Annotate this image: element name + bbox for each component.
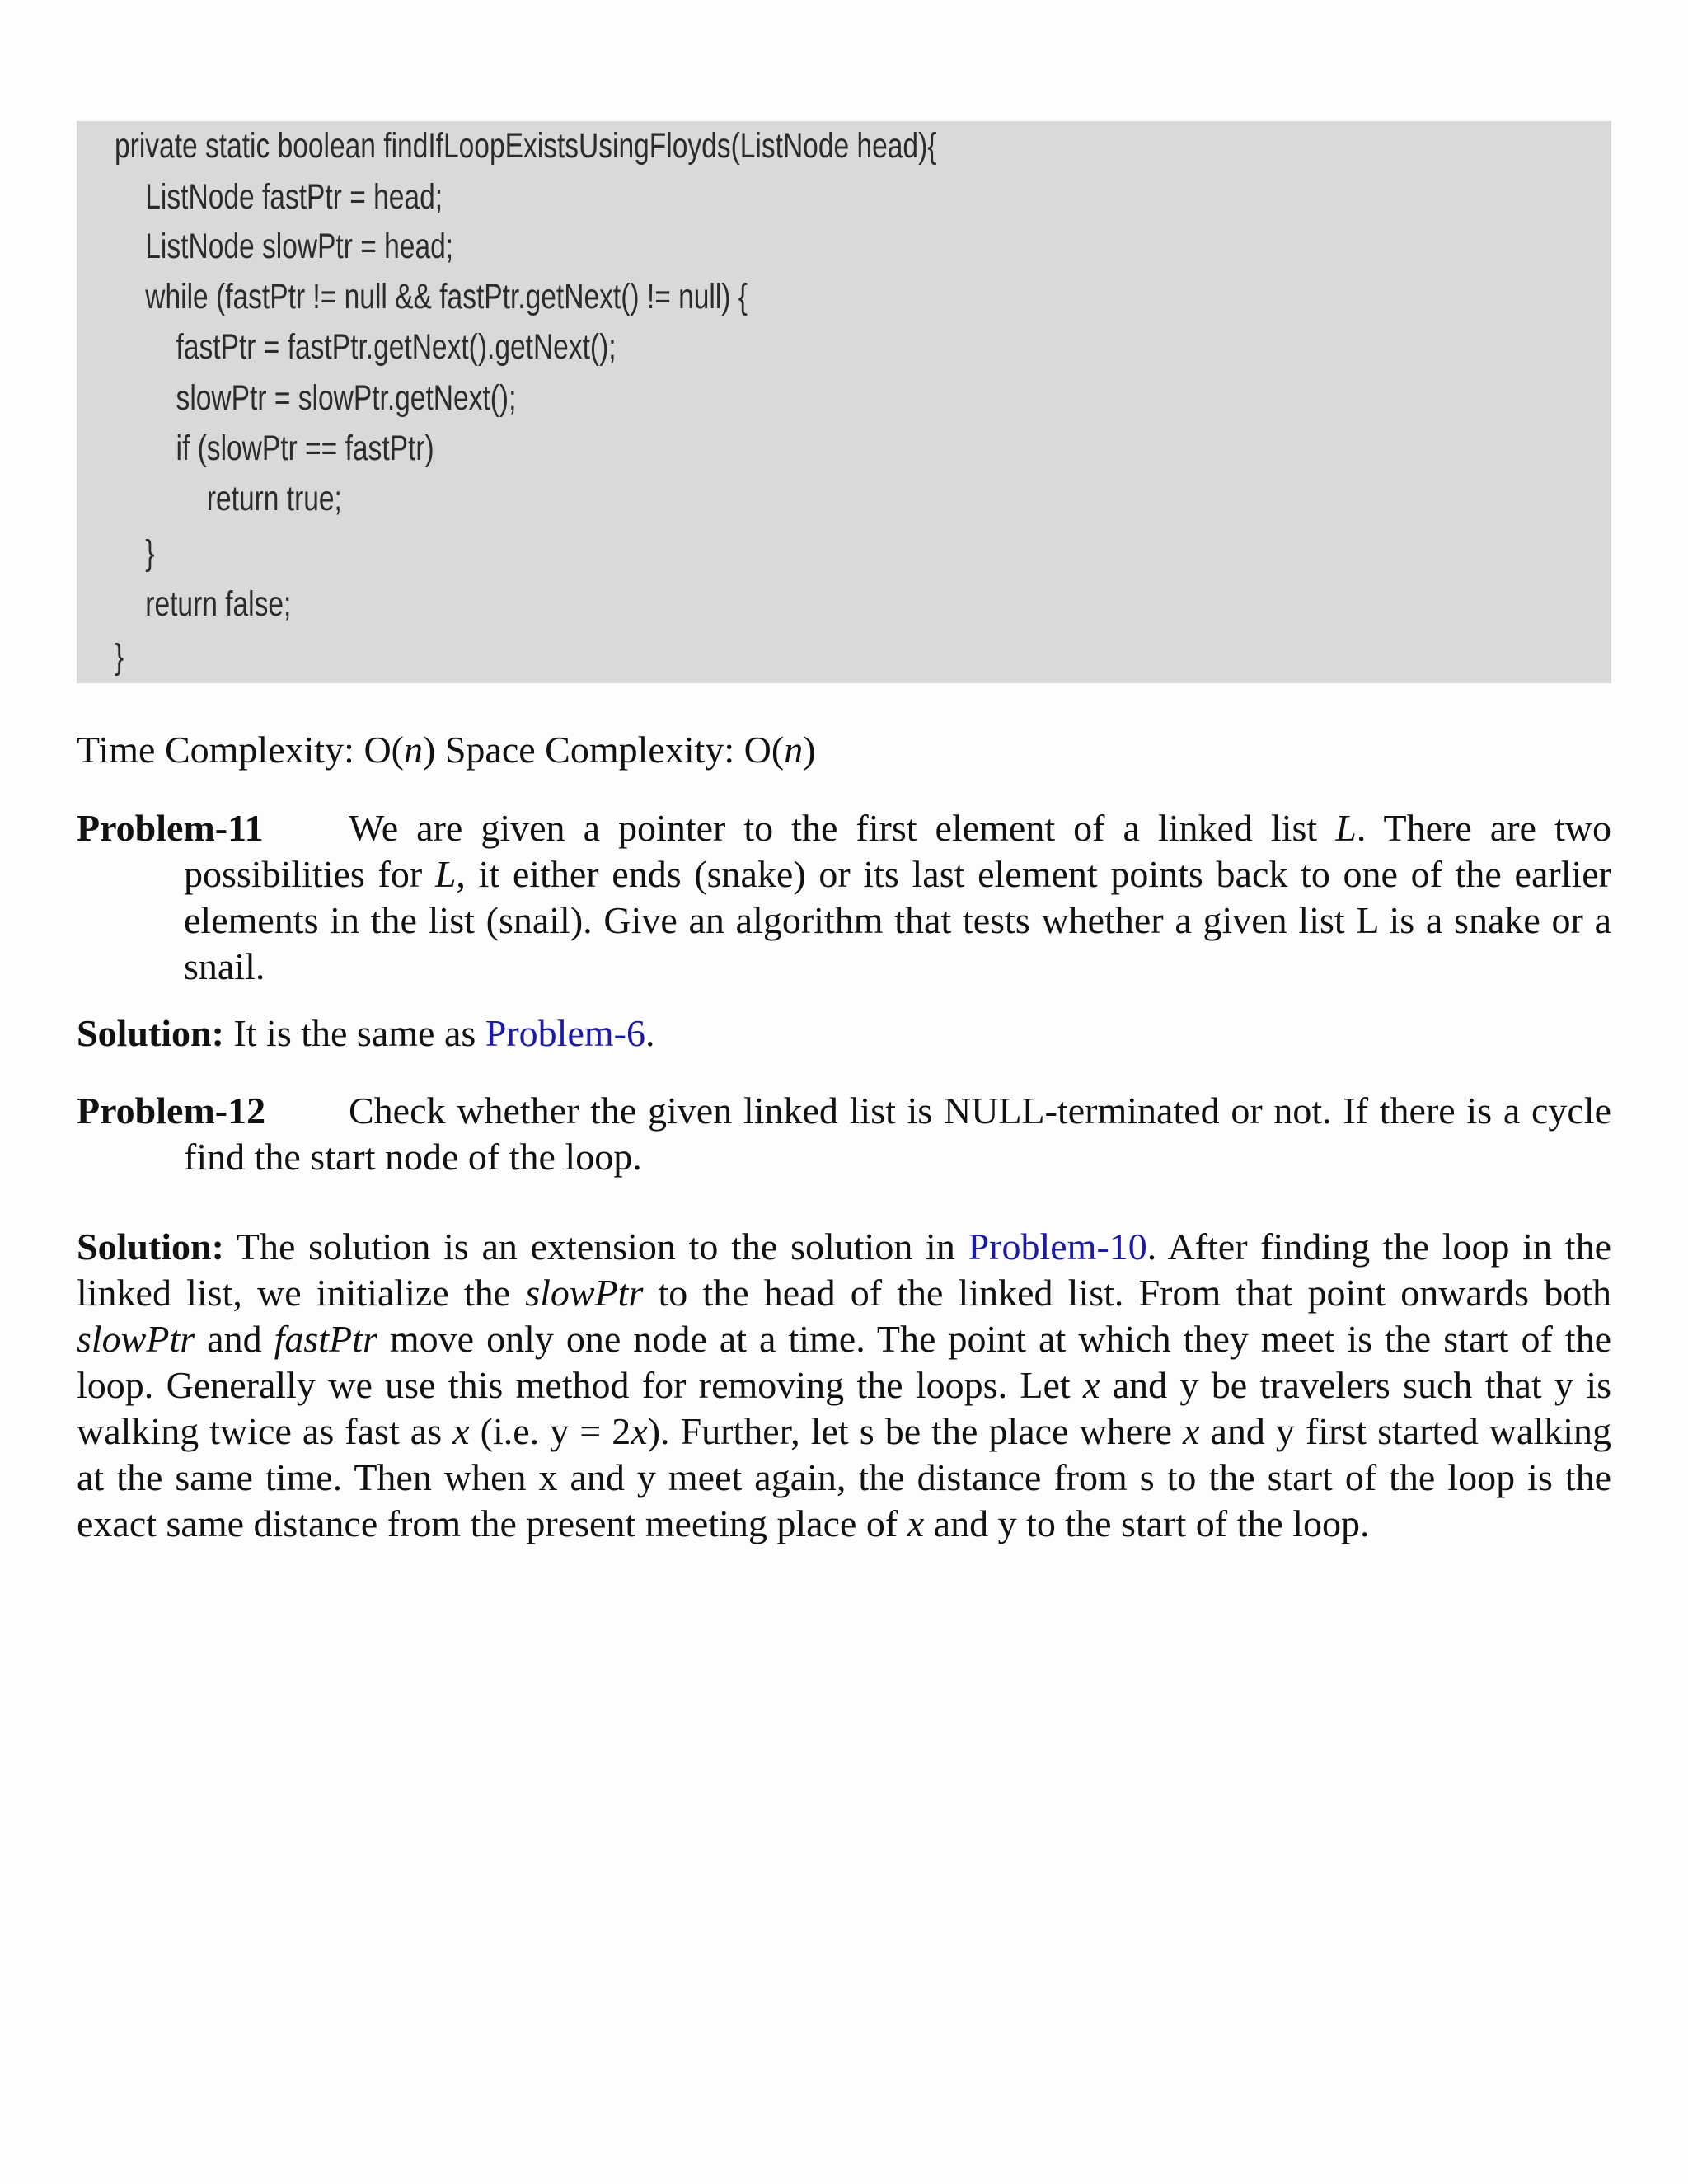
code-block (77, 121, 1611, 683)
solution-var: fastPtr (274, 1318, 377, 1360)
solution-var: x (1182, 1410, 1200, 1452)
code-line: } (115, 637, 124, 677)
solution-label: Solution: (77, 1226, 224, 1268)
problem-text: . There are two possibilities for (184, 807, 1611, 895)
solution-text: to the head of the linked list. From that point onwards both (643, 1272, 1611, 1314)
solution-text: The solution is an extension to the solution in (223, 1226, 968, 1268)
problem-var: L (434, 853, 457, 895)
time-complexity-close: ) (423, 729, 436, 771)
solution-label: Solution: (77, 1012, 224, 1054)
solution-text: (i.e. y = 2 (469, 1410, 631, 1452)
problem-6-link[interactable]: Problem-6 (485, 1012, 645, 1054)
code-line: slowPtr = slowPtr.getNext(); (115, 378, 517, 418)
time-complexity-var: n (404, 729, 423, 771)
solution-text: . After finding the loop in the linked list, we initialize the (77, 1226, 1611, 1314)
solution-text: . (645, 1012, 655, 1054)
solution-text: move only one node at a time. The point at which they meet is the start of the loop. Generally we use this method for removing the loops. Let (77, 1318, 1611, 1406)
space-complexity-label: Space Complexity: O( (435, 729, 785, 771)
code-line: fastPtr = fastPtr.getNext().getNext(); (115, 327, 617, 367)
code-line: return true; (115, 479, 342, 518)
time-complexity-label: Time Complexity: O( (77, 729, 404, 771)
code-line: } (115, 533, 155, 573)
solution-var: x (1082, 1364, 1100, 1406)
problem-11 (77, 805, 1611, 990)
problem-text: We are given a pointer to the first element of a linked list (349, 807, 1336, 849)
problem-text: , it either ends (snake) or its last element points back to one of the earlier elements in the list (snail). Give an algorithm that tests whether a given list L is a snake or a snail. (184, 853, 1611, 987)
solution-text: and y be travelers such that y is walking twice as fast as (77, 1364, 1611, 1452)
code-line: private static boolean findIfLoopExistsUsingFloyds(ListNode head){ (115, 126, 937, 166)
complexity-line (77, 727, 816, 773)
solution-var: x (452, 1410, 470, 1452)
problem-text: Check whether the given linked list is NULL-terminated or not. If there is a cycle find the start node of the loop. (184, 1090, 1611, 1178)
problem-var: L (1335, 807, 1357, 849)
space-complexity-var: n (784, 729, 804, 771)
code-line: return false; (115, 584, 292, 624)
solution-12 (77, 1224, 1611, 1547)
code-line: if (slowPtr == fastPtr) (115, 429, 434, 468)
code-line: ListNode slowPtr = head; (115, 227, 454, 266)
solution-var: slowPtr (77, 1318, 195, 1360)
problem-label: Problem-12 (77, 1090, 266, 1132)
problem-10-link[interactable]: Problem-10 (968, 1226, 1147, 1268)
solution-11 (77, 1010, 1611, 1057)
solution-var: slowPtr (525, 1272, 644, 1314)
code-line: ListNode fastPtr = head; (115, 177, 443, 217)
space-complexity-close: ) (803, 729, 816, 771)
problem-12 (77, 1088, 1611, 1180)
solution-text: ). Further, let s be the place where (647, 1410, 1183, 1452)
solution-text: and y to the start of the loop. (924, 1502, 1370, 1544)
solution-text: It is the same as (223, 1012, 485, 1054)
solution-text: and y first started walking at the same time. Then when x and y meet again, the distance from s to the start of the loop is the exact same distance from the present meeting place of (77, 1410, 1612, 1544)
solution-text: and (195, 1318, 274, 1360)
code-line: while (fastPtr != null && fastPtr.getNext() != null) { (115, 277, 748, 316)
problem-label: Problem-11 (77, 807, 264, 849)
solution-var: x (907, 1502, 925, 1544)
solution-var: x (631, 1410, 648, 1452)
